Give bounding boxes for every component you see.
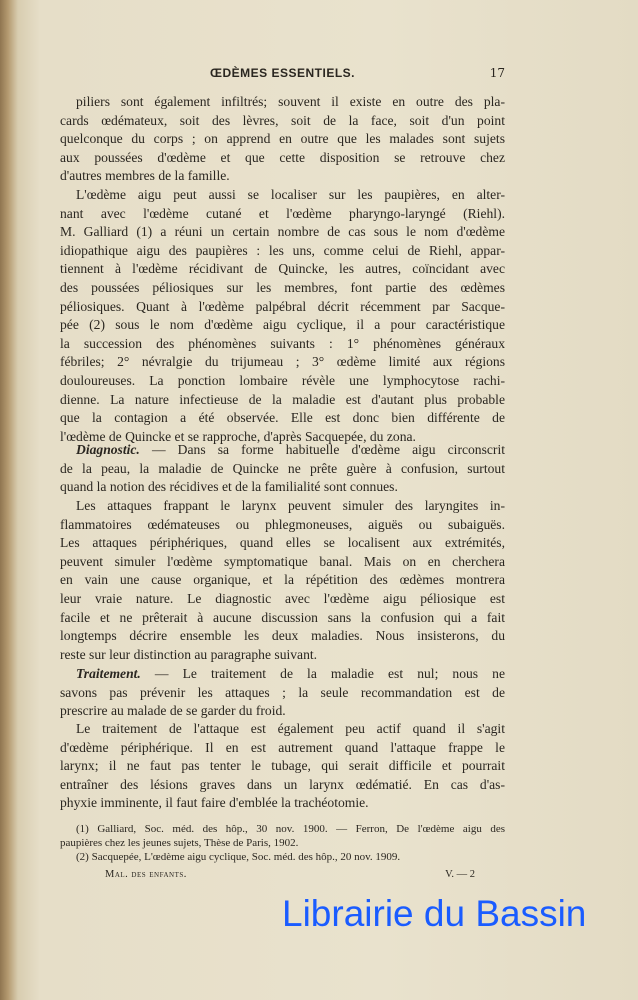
text-line: prescrire au malade de se garder du froid. <box>60 703 286 719</box>
text-line: la succession des phénomènes suivants : 1° phénomènes généraux <box>60 335 505 351</box>
text-line: Les attaques périphériques, quand elles se localisent aux extrémités, <box>60 535 505 551</box>
signature-title: Mal. des enfants. <box>105 869 187 880</box>
text-line: d'autres membres de la famille. <box>60 168 230 184</box>
text-line: cards œdémateux, soit des lèvres, soit de la face, soit d'un point <box>60 112 505 128</box>
text-line: reste sur leur distinction au paragraphe suivant. <box>60 646 318 662</box>
text-line <box>60 665 505 684</box>
text-line: fébriles; 2° névralgie du trijumeau ; 3° œdème limité aux régions <box>60 354 505 370</box>
text-line: piliers sont également infiltrés; souvent il existe en outre des pla- <box>76 94 505 109</box>
text-line: d'œdème périphérique. Il en est autrement quand l'attaque frappe le <box>60 739 505 755</box>
paragraph-diagnostic <box>60 441 505 497</box>
running-title: ŒDÈMES ESSENTIELS. <box>209 66 356 80</box>
text-line: dienne. La nature infectieuse de la maladie est d'autant plus probable <box>60 391 505 407</box>
paragraph-3 <box>60 497 505 664</box>
text-line: Les attaques frappant le larynx peuvent simuler des laryngites in- <box>76 498 505 513</box>
text-line: facile et ne prêterait à aucune discussion sans la confusion qui a fait <box>60 609 505 625</box>
text-line: que la contagion a été observée. Elle est donc bien différente de <box>60 410 505 426</box>
page-number: 17 <box>489 66 505 80</box>
text-line: M. Galliard (1) a réuni un certain nombre de cas sous le nom d'œdème <box>60 224 505 240</box>
section-heading: Diagnostic. <box>76 442 140 457</box>
footnote-line: paupières chez les jeunes sujets, Thèse de Paris, 1902. <box>60 837 299 849</box>
text-line: nant avec l'œdème cutané et l'œdème pharyngo-laryngé (Riehl). <box>60 205 505 221</box>
page-header <box>60 66 505 84</box>
text-line: savons pas prévenir les attaques ; la seule recommandation est de <box>60 684 505 700</box>
footnote-line: (2) Sacquepée, L'œdème aigu cyclique, Soc. méd. des hôp., 20 nov. 1909. <box>76 851 401 863</box>
text-line: idiopathique aigu des paupières : les uns, comme celui de Riehl, appar- <box>60 242 505 258</box>
text-line: des poussées péliosiques sur les membres, font partie des œdèmes <box>60 279 505 295</box>
paragraph-2 <box>60 186 505 446</box>
text-line: entraîner des lésions graves dans un larynx œdématié. En cas d'as- <box>60 776 505 792</box>
line-text: — Dans sa forme habituelle d'œdème aigu circonscrit <box>139 442 505 457</box>
text-line: quelconque du corps ; on apprend en outre que les malades sont sujets <box>60 131 505 147</box>
section-heading: Traitement. <box>76 666 141 681</box>
signature-line <box>105 868 475 882</box>
footnotes <box>60 822 505 864</box>
text-line: Le traitement de l'attaque est également peu actif quand il s'agit <box>76 721 505 736</box>
text-line <box>60 441 505 460</box>
text-line: quand la notion des récidives et de la familialité sont connues. <box>60 479 398 495</box>
text-line: aux poussées d'œdème et que cette disposition se retrouve chez <box>60 149 505 165</box>
watermark: Librairie du Bassin <box>282 893 587 934</box>
text-line: en vain une cause organique, et la répétition des œdèmes montrera <box>60 572 505 588</box>
text-line: L'œdème aigu peut aussi se localiser sur les paupières, en alter- <box>76 187 505 202</box>
text-line: douloureuses. La ponction lombaire révèle une lymphocytose rachi- <box>60 372 505 388</box>
line-text: — Le traitement de la maladie est nul; nous ne <box>140 666 505 681</box>
paragraph-traitement <box>60 665 505 721</box>
text-line: de la peau, la maladie de Quincke ne prête guère à confusion, surtout <box>60 460 505 476</box>
signature-mark: V. — 2 <box>445 869 475 880</box>
text-line: péliosiques. Quant à l'œdème palpébral décrit récemment par Sacque- <box>60 298 505 314</box>
text-line: longtemps décrire ensemble les deux maladies. Nous insisterons, du <box>60 628 505 644</box>
text-line: leur vraie nature. Le diagnostic avec l'œdème aigu péliosique est <box>60 590 505 606</box>
paragraph-4 <box>60 720 505 813</box>
text-line: larynx; il ne faut pas tenter le tubage, qui serait difficile et pourrait <box>60 758 505 774</box>
footnote-line: (1) Galliard, Soc. méd. des hôp., 30 nov. 1900. — Ferron, De l'œdème aigu des <box>76 823 505 835</box>
text-line: l'œdème de Quincke et se rapproche, d'après Sacquepée, du zona. <box>60 428 416 444</box>
text-line: peuvent simuler l'œdème symptomatique banal. Mais on en cherchera <box>60 553 505 569</box>
text-line: tiennent à l'œdème récidivant de Quincke, les autres, coïncidant avec <box>60 261 505 277</box>
text-line: flammatoires œdémateuses ou phlegmoneuses, aiguës ou subaiguës. <box>60 516 505 532</box>
paragraph-1 <box>60 93 505 186</box>
text-line: pée (2) sous le nom d'œdème aigu cyclique, il a pour caractéristique <box>60 317 505 333</box>
text-line: phyxie imminente, il faut faire d'emblée la trachéotomie. <box>60 795 369 811</box>
